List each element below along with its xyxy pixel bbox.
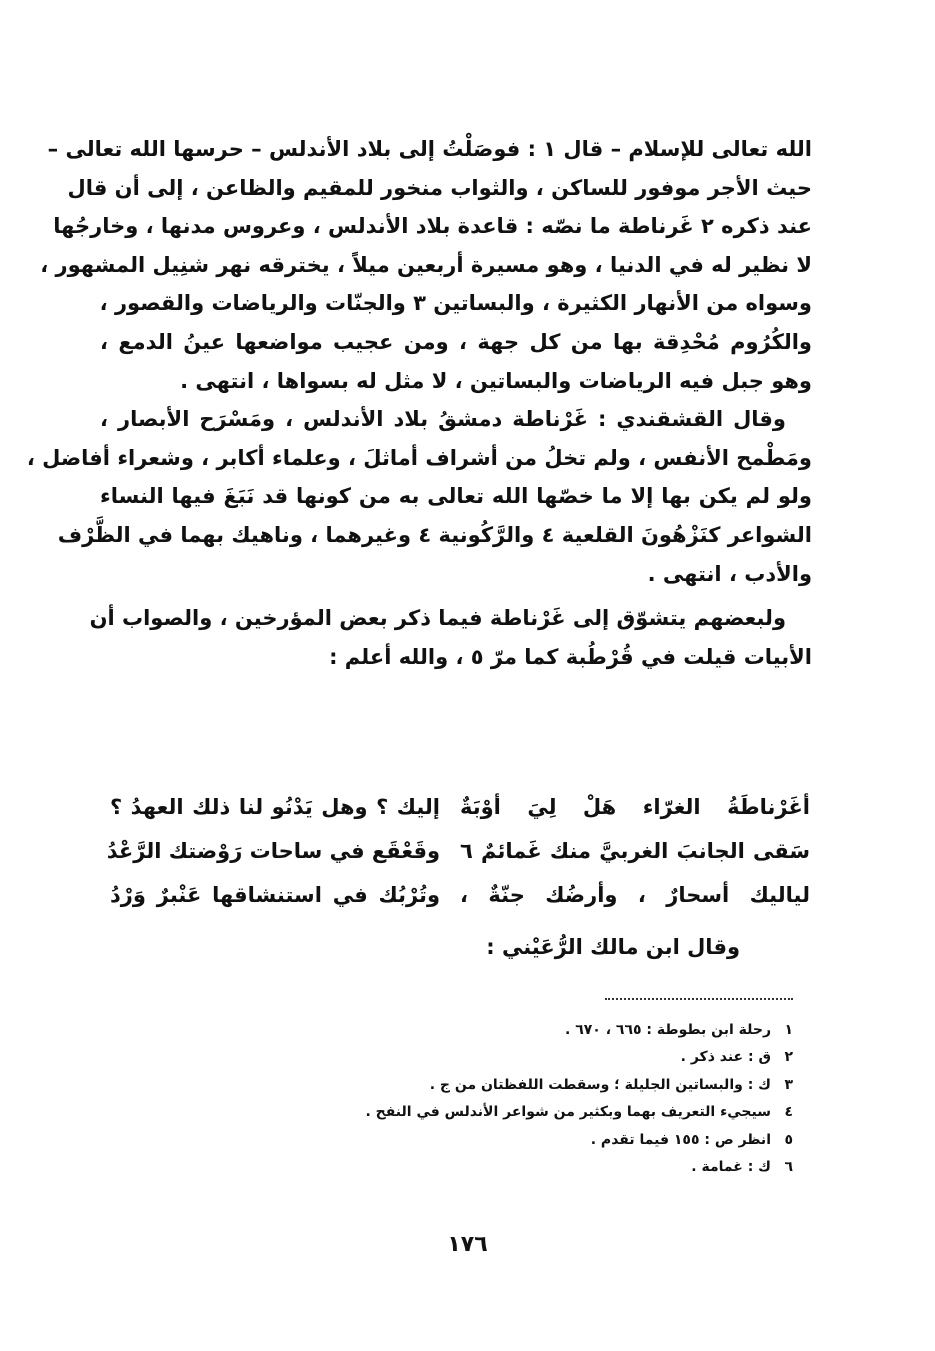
- footnote: [93, 1154, 793, 1181]
- paragraph-3: [89, 599, 812, 676]
- paragraph-1: [40, 130, 812, 400]
- footnote-text: ك : غمامة .: [691, 1159, 771, 1176]
- footnote-number: ٣: [784, 1076, 793, 1093]
- footnote-text: ق : عند ذكر .: [680, 1049, 771, 1066]
- footnote: [93, 1099, 793, 1126]
- footnote-text: سيجيء التعريف بهما وبكثير من شواعر الأندلس في النفح .: [365, 1104, 771, 1121]
- poem-verse: [110, 873, 810, 917]
- footnote: [93, 1044, 793, 1071]
- text-line: الشواعر كنَزْهُونَ القلعية ٤ والرَّكُونية ٤ وغيرهما ، وناهيك بهما في الظَّرْف: [57, 522, 812, 547]
- footnotes: [93, 1017, 793, 1181]
- footnote-number: ١: [784, 1022, 793, 1038]
- text-line: والكُرُوم مُحْدِقة بها من كل جهة ، ومن عجيب مواضعها عينُ الدمع ،: [100, 329, 812, 354]
- first-hemistich: لياليك أسحارٌ ، وأرضُك جنّةٌ ،: [460, 883, 810, 907]
- footnote: [93, 1127, 793, 1154]
- footnote-number: ٥: [784, 1131, 793, 1148]
- footnote-text: ك : والبساتين الجليلة ؛ وسقطت اللفظتان من ج .: [429, 1076, 771, 1093]
- first-hemistich: أغَرْناطَةُ الغرّاء هَلْ لِيَ أوْبَةٌ: [460, 795, 810, 819]
- second-hemistich: وقَعْقَع في ساحات رَوْضتك الرَّعْدُ: [106, 839, 440, 863]
- text-line: ولو لم يكن بها إلا ما خصّها الله تعالى به من كونها قد نَبَغَ فيها النساء: [100, 484, 812, 509]
- poem: [106, 785, 810, 917]
- text-line: الله تعالى للإسلام – قال ١ : فوصَلْتُ إلى بلاد الأندلس – حرسها الله تعالى –: [47, 137, 812, 161]
- second-hemistich: إليك ؟ وهل يَدْنُو لنا ذلك العهدُ ؟: [110, 795, 440, 819]
- text-line: والأدب ، انتهى .: [647, 561, 812, 586]
- text-line: وسواه من الأنهار الكثيرة ، والبساتين ٣ والجنّات والرياضات والقصور ،: [99, 291, 812, 316]
- footnote-text: رحلة ابن بطوطة : ٦٦٥ ، ٦٧٠ .: [564, 1022, 771, 1038]
- closing-line: وقال ابن مالك الرُّعَيْني :: [486, 935, 740, 959]
- footnote-number: ٤: [784, 1104, 793, 1121]
- footnote-text: انظر ص : ١٥٥ فيما تقدم .: [590, 1131, 771, 1148]
- page-number: ١٧٦: [447, 1232, 488, 1257]
- text-line: وهو جبل فيه الرياضات والبساتين ، لا مثل له بسواها ، انتهى .: [180, 368, 812, 393]
- footnote-number: ٦: [784, 1159, 793, 1176]
- poem-verse: [110, 785, 810, 829]
- second-hemistich: وتُرْبُك في استنشاقها عَنْبرٌ وَرْدُ: [110, 883, 440, 907]
- text-line: وقال القشقندي : غَرْناطة دمشقُ بلاد الأندلس ، ومَسْرَح الأبصار ،: [100, 407, 786, 432]
- first-hemistich: سَقى الجانبَ الغربيَّ منك غَمائمٌ ٦: [460, 839, 810, 863]
- text-line: الأبيات قيلت في قُرْطُبة كما مرّ ٥ ، والله أعلم :: [329, 644, 812, 669]
- text-line: عند ذكره ٢ غَرناطة ما نصّه : قاعدة بلاد الأندلس ، وعروس مدنها ، وخارجُها: [53, 214, 812, 239]
- main-text: [26, 130, 812, 676]
- text-line: لا نظير له في الدنيا ، وهو مسيرة أربعين ميلاً ، يخترقه نهر شنِيل المشهور ،: [40, 252, 812, 277]
- footnote-divider: [605, 998, 793, 1000]
- text-line: ومَطْمح الأنفس ، ولم تخلُ من أشراف أماثلَ ، وعلماء أكابر ، وشعراء أفاضل ،: [26, 445, 812, 470]
- paragraph-2: [26, 400, 812, 593]
- footnote: [93, 1072, 793, 1099]
- text-line: حيث الأجر موفور للساكن ، والثواب منخور للمقيم والظاعن ، إلى أن قال: [67, 175, 812, 200]
- text-line: ولبعضهم يتشوّق إلى غَرْناطة فيما ذكر بعض المؤرخين ، والصواب أن: [89, 606, 786, 631]
- footnote: [93, 1017, 793, 1044]
- footnote-number: ٢: [784, 1049, 793, 1066]
- poem-verse: [106, 829, 810, 873]
